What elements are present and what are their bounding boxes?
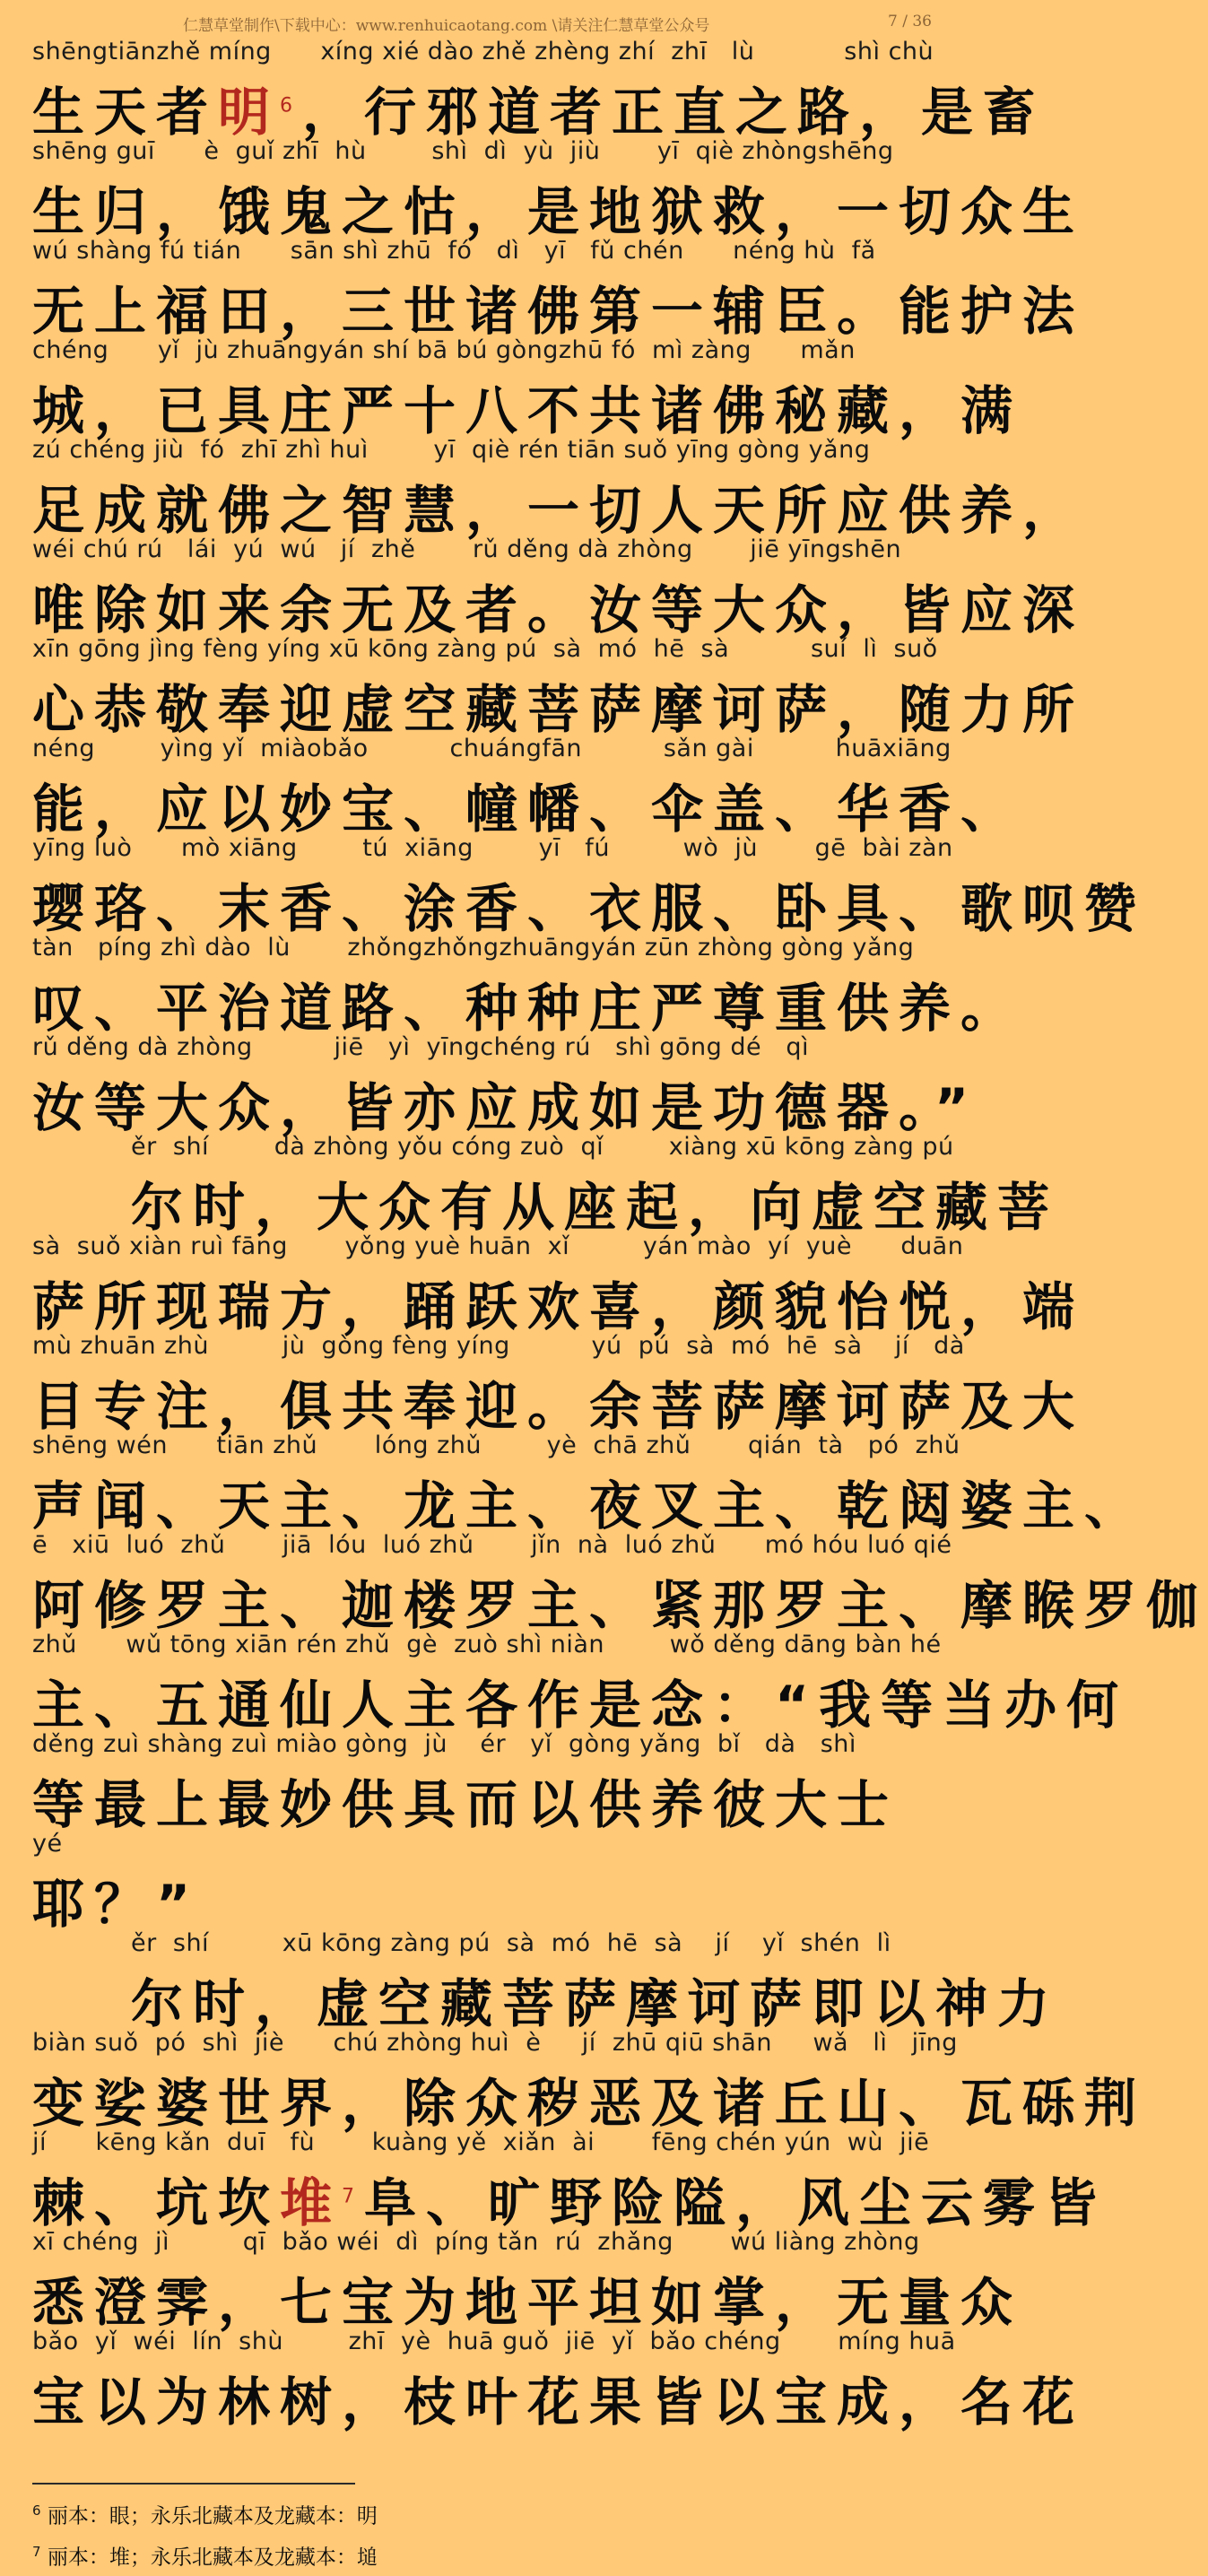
chinese-text: 唯除如来余无及者。汝等大众，皆应深 xyxy=(32,579,1085,640)
text-line xyxy=(0,2025,1147,2134)
pinyin-annotation: sà suǒ xiàn ruì fāng yǒng yuè huān xǐ yán mào yí yuè duān xyxy=(32,1232,964,1260)
pinyin-annotation: shēng guī è guǐ zhī hù shì dì yù jiù yī qiè zhòngshēng xyxy=(32,137,894,165)
chinese-text: 无上福田，三世诸佛第一辅臣。能护法 xyxy=(32,281,1085,342)
chinese-text: 心恭敬奉迎虚空藏菩萨摩诃萨，随力所 xyxy=(32,679,1085,740)
chinese-text: 汝等大众，皆亦应成如是功德器。” xyxy=(32,1077,979,1138)
chinese-text: 萨所现瑞方，踊跃欢喜，颜貌怡悦，端 xyxy=(32,1276,1085,1337)
footnotes xyxy=(32,2493,378,2575)
chinese-text: 能，应以妙宝、幢幡、伞盖、华香、 xyxy=(32,779,1023,840)
text-line xyxy=(0,2224,1023,2333)
text-line xyxy=(0,1627,1129,1736)
text-line xyxy=(0,1727,969,1835)
header-source-text: 仁慧草堂制作\下载中心：www.renhuicaotang.com \请关注仁慧草堂公众号 xyxy=(183,17,710,35)
chinese-text: 叹、平治道路、种种庄严尊重供养。 xyxy=(32,978,1023,1039)
text-line xyxy=(0,34,1046,143)
pinyin-annotation: ěr shí dà zhòng yǒu cóng zuò qǐ xiàng xū kōng zàng pú xyxy=(131,1133,954,1161)
pinyin-annotation: yīng luò mò xiāng tú xiāng yī fú wò jù gē bài zàn xyxy=(32,834,953,862)
pinyin-annotation: shēng wén tiān zhǔ lóng zhǔ yè chā zhǔ qián tà pó zhǔ xyxy=(32,1432,960,1459)
pinyin-annotation: tàn píng zhì dào lù zhǒngzhǒngzhuāngyán zūn zhòng gòng yǎng xyxy=(32,934,915,962)
text-line xyxy=(0,333,1023,441)
chinese-text: 变娑婆世界，除众秽恶及诸丘山、瓦砾荆 xyxy=(32,2073,1147,2134)
chinese-text: 阿修罗主、迦楼罗主、紧那罗主、摩睺罗伽 xyxy=(32,1575,1208,1636)
chinese-text: 尔时，大众有从座起，向虚空藏菩 xyxy=(131,1177,1060,1238)
pinyin-annotation: zú chéng jiù fó zhī zhì huì yī qiè rén tiān suǒ yīng gòng yǎng xyxy=(32,436,871,464)
pinyin-annotation: néng yìng yǐ miàobǎo chuángfān sǎn gài huāxiāng xyxy=(32,735,952,762)
chinese-text: 璎珞、末香、涂香、衣服、卧具、歌呗赞 xyxy=(32,878,1147,939)
chinese-text: 棘、坑坎堆$^7$阜、旷野险隘，风尘云雾皆 xyxy=(32,2172,1108,2233)
pinyin-annotation: bǎo yǐ wéi lín shù zhī yè huā guǒ jiē yǐ bǎo chéng míng huā xyxy=(32,2328,956,2355)
pinyin-annotation: ěr shí xū kōng zàng pú sà mó hē sà jí yǐ shén lì xyxy=(131,1929,891,1957)
pinyin-annotation: xīn gōng jìng fèng yíng xū kōng zàng pú sà mó hē sà suí lì suǒ xyxy=(32,635,938,663)
chinese-text: 宝以为林树，枝叶花果皆以宝成，名花 xyxy=(32,2371,1085,2432)
text-line xyxy=(0,2125,1108,2233)
text-line xyxy=(0,930,1023,1039)
pinyin-annotation: yé xyxy=(32,1830,63,1858)
text-line xyxy=(0,134,1085,242)
text-line xyxy=(0,631,1085,740)
pinyin-annotation: xī chéng jì qī bǎo wéi dì píng tǎn rú zhǎng wú liàng zhòng xyxy=(32,2228,920,2256)
chinese-text: 尔时，虚空藏菩萨摩诃萨即以神力 xyxy=(131,1973,1060,2034)
text-line xyxy=(0,1129,1060,1238)
chinese-text: 声闻、天主、龙主、夜叉主、乾闼婆主、 xyxy=(32,1475,1147,1536)
page-header xyxy=(0,7,969,38)
text-line xyxy=(0,1030,979,1138)
footnote-divider xyxy=(32,2483,355,2485)
pinyin-annotation: ē xiū luó zhǔ jiā lóu luó zhǔ jǐn nà luó zhǔ mó hóu luó qié xyxy=(32,1531,952,1559)
text-line xyxy=(0,1229,1085,1337)
pinyin-annotation: wéi chú rú lái yú wú jí zhě rǔ děng dà zhòng jiē yīngshēn xyxy=(32,535,902,563)
chinese-text: 主、五通仙人主各作是念：“我等当办何 xyxy=(32,1675,1129,1736)
chinese-text: 目专注，俱共奉迎。余菩萨摩诃萨及大 xyxy=(32,1376,1085,1437)
pinyin-annotation: chéng yǐ jù zhuāngyán shí bā bú gòngzhū fó mì zàng mǎn xyxy=(32,336,856,364)
pinyin-annotation: rǔ děng dà zhòng jiē yì yīngchéng rú shì gōng dé qì xyxy=(32,1033,810,1061)
sutra-text xyxy=(0,34,1208,2432)
pinyin-annotation: wú shàng fú tián sān shì zhū fó dì yī fǔ chén néng hù fǎ xyxy=(32,237,876,265)
page-number: 7 / 36 xyxy=(888,13,932,30)
chinese-text: 足成就佛之智慧，一切人天所应供养， xyxy=(32,480,1085,541)
footnote-6: $^6$ 丽本：眼；永乐北藏本及龙藏本：明 xyxy=(32,2502,378,2528)
text-line xyxy=(0,1826,969,1935)
pinyin-annotation: shēngtiānzhě míng xíng xié dào zhě zhèng zhí zhī lù shì chù xyxy=(32,38,934,65)
text-line xyxy=(0,1527,1208,1636)
pinyin-annotation: biàn suǒ pó shì jiè chú zhòng huì è jí zhū qiū shān wǎ lì jīng xyxy=(32,2029,958,2057)
chinese-text: 耶？” xyxy=(32,1874,201,1935)
pinyin-annotation: zhǔ wǔ tōng xiān rén zhǔ gè zuò shì niàn wǒ děng dāng bàn hé xyxy=(32,1631,942,1658)
chinese-text: 生归，饿鬼之怙，是地狱救，一切众生 xyxy=(32,181,1085,242)
pinyin-annotation: děng zuì shàng zuì miào gòng jù ér yǐ gòng yǎng bǐ dà shì xyxy=(32,1730,856,1758)
chinese-text: 生天者明$^6$，行邪道者正直之路，是畜 xyxy=(32,82,1046,143)
text-line xyxy=(0,1926,1060,2034)
footnote-7: $^7$ 丽本：堆；永乐北藏本及龙藏本：塠 xyxy=(32,2543,378,2570)
pinyin-annotation: jí kēng kǎn duī fù kuàng yě xiǎn ài fēng chén yún wù jiē xyxy=(32,2128,930,2156)
text-line xyxy=(0,233,1085,342)
chinese-text: 悉澄霁，七宝为地平坦如掌，无量众 xyxy=(32,2272,1023,2333)
text-line xyxy=(0,432,1085,541)
text-line xyxy=(0,731,1023,840)
text-line xyxy=(0,2324,1085,2432)
pinyin-annotation: mù zhuān zhù jù gòng fèng yíng yú pú sà mó hē sà jí dà xyxy=(32,1332,965,1360)
text-line xyxy=(0,831,1147,939)
text-line xyxy=(0,1328,1085,1437)
chinese-text: 城，已具庄严十八不共诸佛秘藏，满 xyxy=(32,380,1023,441)
chinese-text: 等最上最妙供具而以供养彼大士 xyxy=(32,1774,899,1835)
text-line xyxy=(0,1428,1147,1536)
text-line xyxy=(0,532,1085,640)
